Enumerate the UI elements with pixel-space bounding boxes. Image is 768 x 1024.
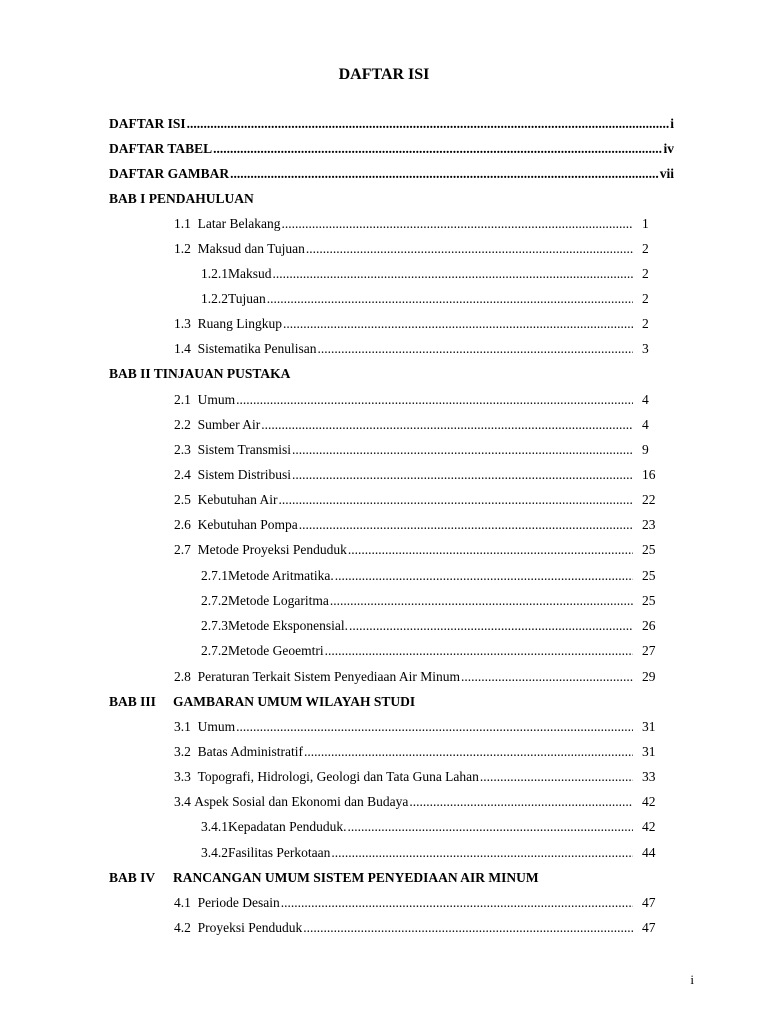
toc-entry-number: 2.7.3: [201, 618, 228, 633]
toc-entry-number: 2.7.2: [201, 593, 228, 608]
toc-entry-number: 3.1: [174, 719, 191, 734]
toc-entry-label: Metode Geoemtri: [228, 643, 324, 658]
toc-entry-label: DAFTAR TABEL: [109, 141, 213, 156]
dot-leader: [267, 289, 633, 309]
dot-leader: [236, 390, 633, 410]
toc-entry-label: DAFTAR GAMBAR: [109, 166, 230, 181]
toc-entry-label: Peraturan Terkait Sistem Penyediaan Air Minum: [197, 669, 461, 684]
toc-entry-page: 2: [642, 291, 649, 306]
toc-entry[interactable]: [174, 314, 666, 334]
toc-entry[interactable]: [201, 843, 666, 863]
toc-entry[interactable]: [174, 465, 666, 485]
chapter-heading-bab-3[interactable]: [109, 692, 709, 712]
toc-entry-daftar-gambar[interactable]: [109, 164, 674, 184]
toc-entry-page: 2: [642, 266, 649, 281]
toc-entry-label: Batas Administratif: [197, 744, 303, 759]
toc-entry-number: 2.1: [174, 392, 191, 407]
toc-entry-page: 31: [642, 744, 656, 759]
toc-entry[interactable]: [174, 214, 666, 234]
toc-entry-label: Tujuan: [228, 291, 266, 306]
toc-entry-number: 2.3: [174, 442, 191, 457]
toc-entry-label: Metode Proyeksi Penduduk: [197, 542, 347, 557]
toc-entry-label: Maksud dan Tujuan: [197, 241, 305, 256]
toc-entry-page: 42: [642, 794, 656, 809]
toc-entry-number: 1.2.2: [201, 291, 228, 306]
toc-entry[interactable]: [174, 339, 666, 359]
toc-entry-label: Metode Eksponensial.: [228, 618, 348, 633]
chapter-heading-bab-1[interactable]: [109, 189, 709, 209]
toc-entry-page: iv: [663, 141, 674, 156]
dot-leader: [187, 114, 670, 134]
toc-entry-label: Sistematika Penulisan: [197, 341, 317, 356]
toc-entry-page: 22: [642, 492, 656, 507]
toc-entry-number: 1.1: [174, 216, 191, 231]
dot-leader: [303, 918, 633, 938]
dot-leader: [292, 465, 633, 485]
toc-entry[interactable]: [174, 239, 666, 259]
dot-leader: [318, 339, 634, 359]
dot-leader: [236, 717, 633, 737]
toc-entry-page: 44: [642, 845, 656, 860]
dot-leader: [281, 214, 633, 234]
toc-entry-number: 1.4: [174, 341, 191, 356]
toc-entry[interactable]: [174, 893, 666, 913]
dot-leader: [283, 314, 633, 334]
toc-entry[interactable]: [201, 641, 666, 661]
chapter-number: BAB III: [109, 694, 156, 709]
chapter-label: BAB I PENDAHULUAN: [109, 191, 254, 206]
toc-entry[interactable]: [174, 918, 666, 938]
dot-leader: [480, 767, 633, 787]
toc-entry-page: 2: [642, 316, 649, 331]
toc-entry-number: 4.1: [174, 895, 191, 910]
toc-entry-number: 3.4: [174, 794, 191, 809]
toc-entry-page: 16: [642, 467, 656, 482]
toc-entry-label: Maksud: [228, 266, 272, 281]
toc-entry-label: Ruang Lingkup: [197, 316, 282, 331]
dot-leader: [299, 515, 633, 535]
dot-leader: [281, 893, 633, 913]
toc-entry-label: Umum: [197, 719, 236, 734]
toc-entry-label: Periode Desain: [197, 895, 280, 910]
dot-leader: [306, 239, 633, 259]
dot-leader: [304, 742, 633, 762]
toc-entry-number: 3.3: [174, 769, 191, 784]
dot-leader: [331, 843, 633, 863]
toc-entry-label: Kebutuhan Pompa: [197, 517, 298, 532]
dot-leader: [347, 817, 633, 837]
toc-entry-page: 25: [642, 593, 656, 608]
toc-entry[interactable]: [174, 667, 666, 687]
dot-leader: [461, 667, 633, 687]
toc-entry-label: Kebutuhan Air: [197, 492, 278, 507]
toc-entry[interactable]: [201, 264, 666, 284]
toc-entry[interactable]: [174, 490, 666, 510]
toc-entry-label: Sistem Distribusi: [197, 467, 292, 482]
toc-entry-number: 2.6: [174, 517, 191, 532]
dot-leader: [273, 264, 634, 284]
toc-entry-page: 2: [642, 241, 649, 256]
chapter-heading-bab-4[interactable]: [109, 868, 709, 888]
dot-leader: [261, 415, 633, 435]
toc-entry-page: 31: [642, 719, 656, 734]
dot-leader: [409, 792, 633, 812]
chapter-heading-bab-2[interactable]: [109, 364, 709, 384]
toc-entry-number: 1.2.1: [201, 266, 228, 281]
toc-entry-page: vii: [659, 166, 674, 181]
toc-entry-page: 47: [642, 920, 656, 935]
toc-entry-label: Metode Aritmatika.: [228, 568, 334, 583]
toc-entry-number: 3.4.1: [201, 819, 228, 834]
toc-entry-label: Latar Belakang: [197, 216, 281, 231]
page-title: DAFTAR ISI: [338, 66, 430, 83]
toc-entry-page: 25: [642, 542, 656, 557]
dot-leader: [292, 440, 633, 460]
toc-entry-label: Proyeksi Penduduk: [197, 920, 303, 935]
dot-leader: [213, 139, 662, 159]
page-number: i: [690, 972, 694, 987]
toc-entry[interactable]: [174, 767, 666, 787]
toc-entry-page: 4: [642, 392, 649, 407]
toc-entry-label: Metode Logaritma: [228, 593, 329, 608]
toc-entry-label: Sistem Transmisi: [197, 442, 292, 457]
toc-entry[interactable]: [201, 591, 666, 611]
toc-entry-page: 25: [642, 568, 656, 583]
toc-entry[interactable]: [174, 415, 666, 435]
toc-entry-page: i: [670, 116, 674, 131]
toc-entry-number: 2.8: [174, 669, 191, 684]
toc-entry-page: 26: [642, 618, 656, 633]
toc-entry-page: 27: [642, 643, 656, 658]
toc-entry-page: 42: [642, 819, 656, 834]
toc-entry-number: 1.3: [174, 316, 191, 331]
toc-entry-page: 9: [642, 442, 649, 457]
chapter-label: RANCANGAN UMUM SISTEM PENYEDIAAN AIR MINUM: [173, 870, 539, 885]
toc-entry-number: 2.4: [174, 467, 191, 482]
toc-entry-label: Fasilitas Perkotaan: [228, 845, 331, 860]
toc-entry[interactable]: [174, 540, 666, 560]
toc-entry-page: 33: [642, 769, 656, 784]
dot-leader: [348, 540, 633, 560]
toc-entry[interactable]: [201, 289, 666, 309]
toc-entry-number: 1.2: [174, 241, 191, 256]
dot-leader: [325, 641, 633, 661]
chapter-label: BAB II TINJAUAN PUSTAKA: [109, 366, 291, 381]
toc-entry-page: 4: [642, 417, 649, 432]
toc-entry[interactable]: [174, 440, 666, 460]
toc-entry-label: Sumber Air: [197, 417, 261, 432]
toc-entry-number: 4.2: [174, 920, 191, 935]
toc-entry[interactable]: [201, 616, 666, 636]
toc-entry[interactable]: [174, 742, 666, 762]
toc-entry-number: 2.2: [174, 417, 191, 432]
toc-entry-label: Aspek Sosial dan Ekonomi dan Budaya: [194, 794, 409, 809]
toc-entry[interactable]: [174, 515, 666, 535]
toc-entry-number: 2.7.1: [201, 568, 228, 583]
dot-leader: [330, 591, 633, 611]
toc-entry-page: 29: [642, 669, 656, 684]
toc-entry-label: DAFTAR ISI: [109, 116, 186, 131]
toc-entry-page: 47: [642, 895, 656, 910]
toc-entry[interactable]: [174, 390, 666, 410]
toc-entry-number: 2.7.2: [201, 643, 228, 658]
toc-entry[interactable]: [201, 817, 666, 837]
toc-entry-label: Topografi, Hidrologi, Geologi dan Tata Guna Lahan: [197, 769, 479, 784]
toc-entry-label: Umum: [197, 392, 236, 407]
dot-leader: [335, 566, 633, 586]
toc-entry-page: 23: [642, 517, 656, 532]
dot-leader: [230, 164, 659, 184]
toc-entry-number: 2.7: [174, 542, 191, 557]
toc-entry-daftar-tabel[interactable]: [109, 139, 674, 159]
toc-entry-number: 3.4.2: [201, 845, 228, 860]
toc-entry[interactable]: [201, 566, 666, 586]
toc-entry[interactable]: [174, 792, 666, 812]
toc-entry-number: 2.5: [174, 492, 191, 507]
toc-entry-page: 1: [642, 216, 649, 231]
toc-entry-page: 3: [642, 341, 649, 356]
chapter-label: GAMBARAN UMUM WILAYAH STUDI: [173, 694, 416, 709]
toc-entry-daftar-isi[interactable]: [109, 114, 674, 134]
dot-leader: [279, 490, 634, 510]
toc-entry-number: 3.2: [174, 744, 191, 759]
dot-leader: [349, 616, 633, 636]
toc-entry[interactable]: [174, 717, 666, 737]
chapter-number: BAB IV: [109, 870, 156, 885]
toc-entry-label: Kepadatan Penduduk.: [228, 819, 347, 834]
